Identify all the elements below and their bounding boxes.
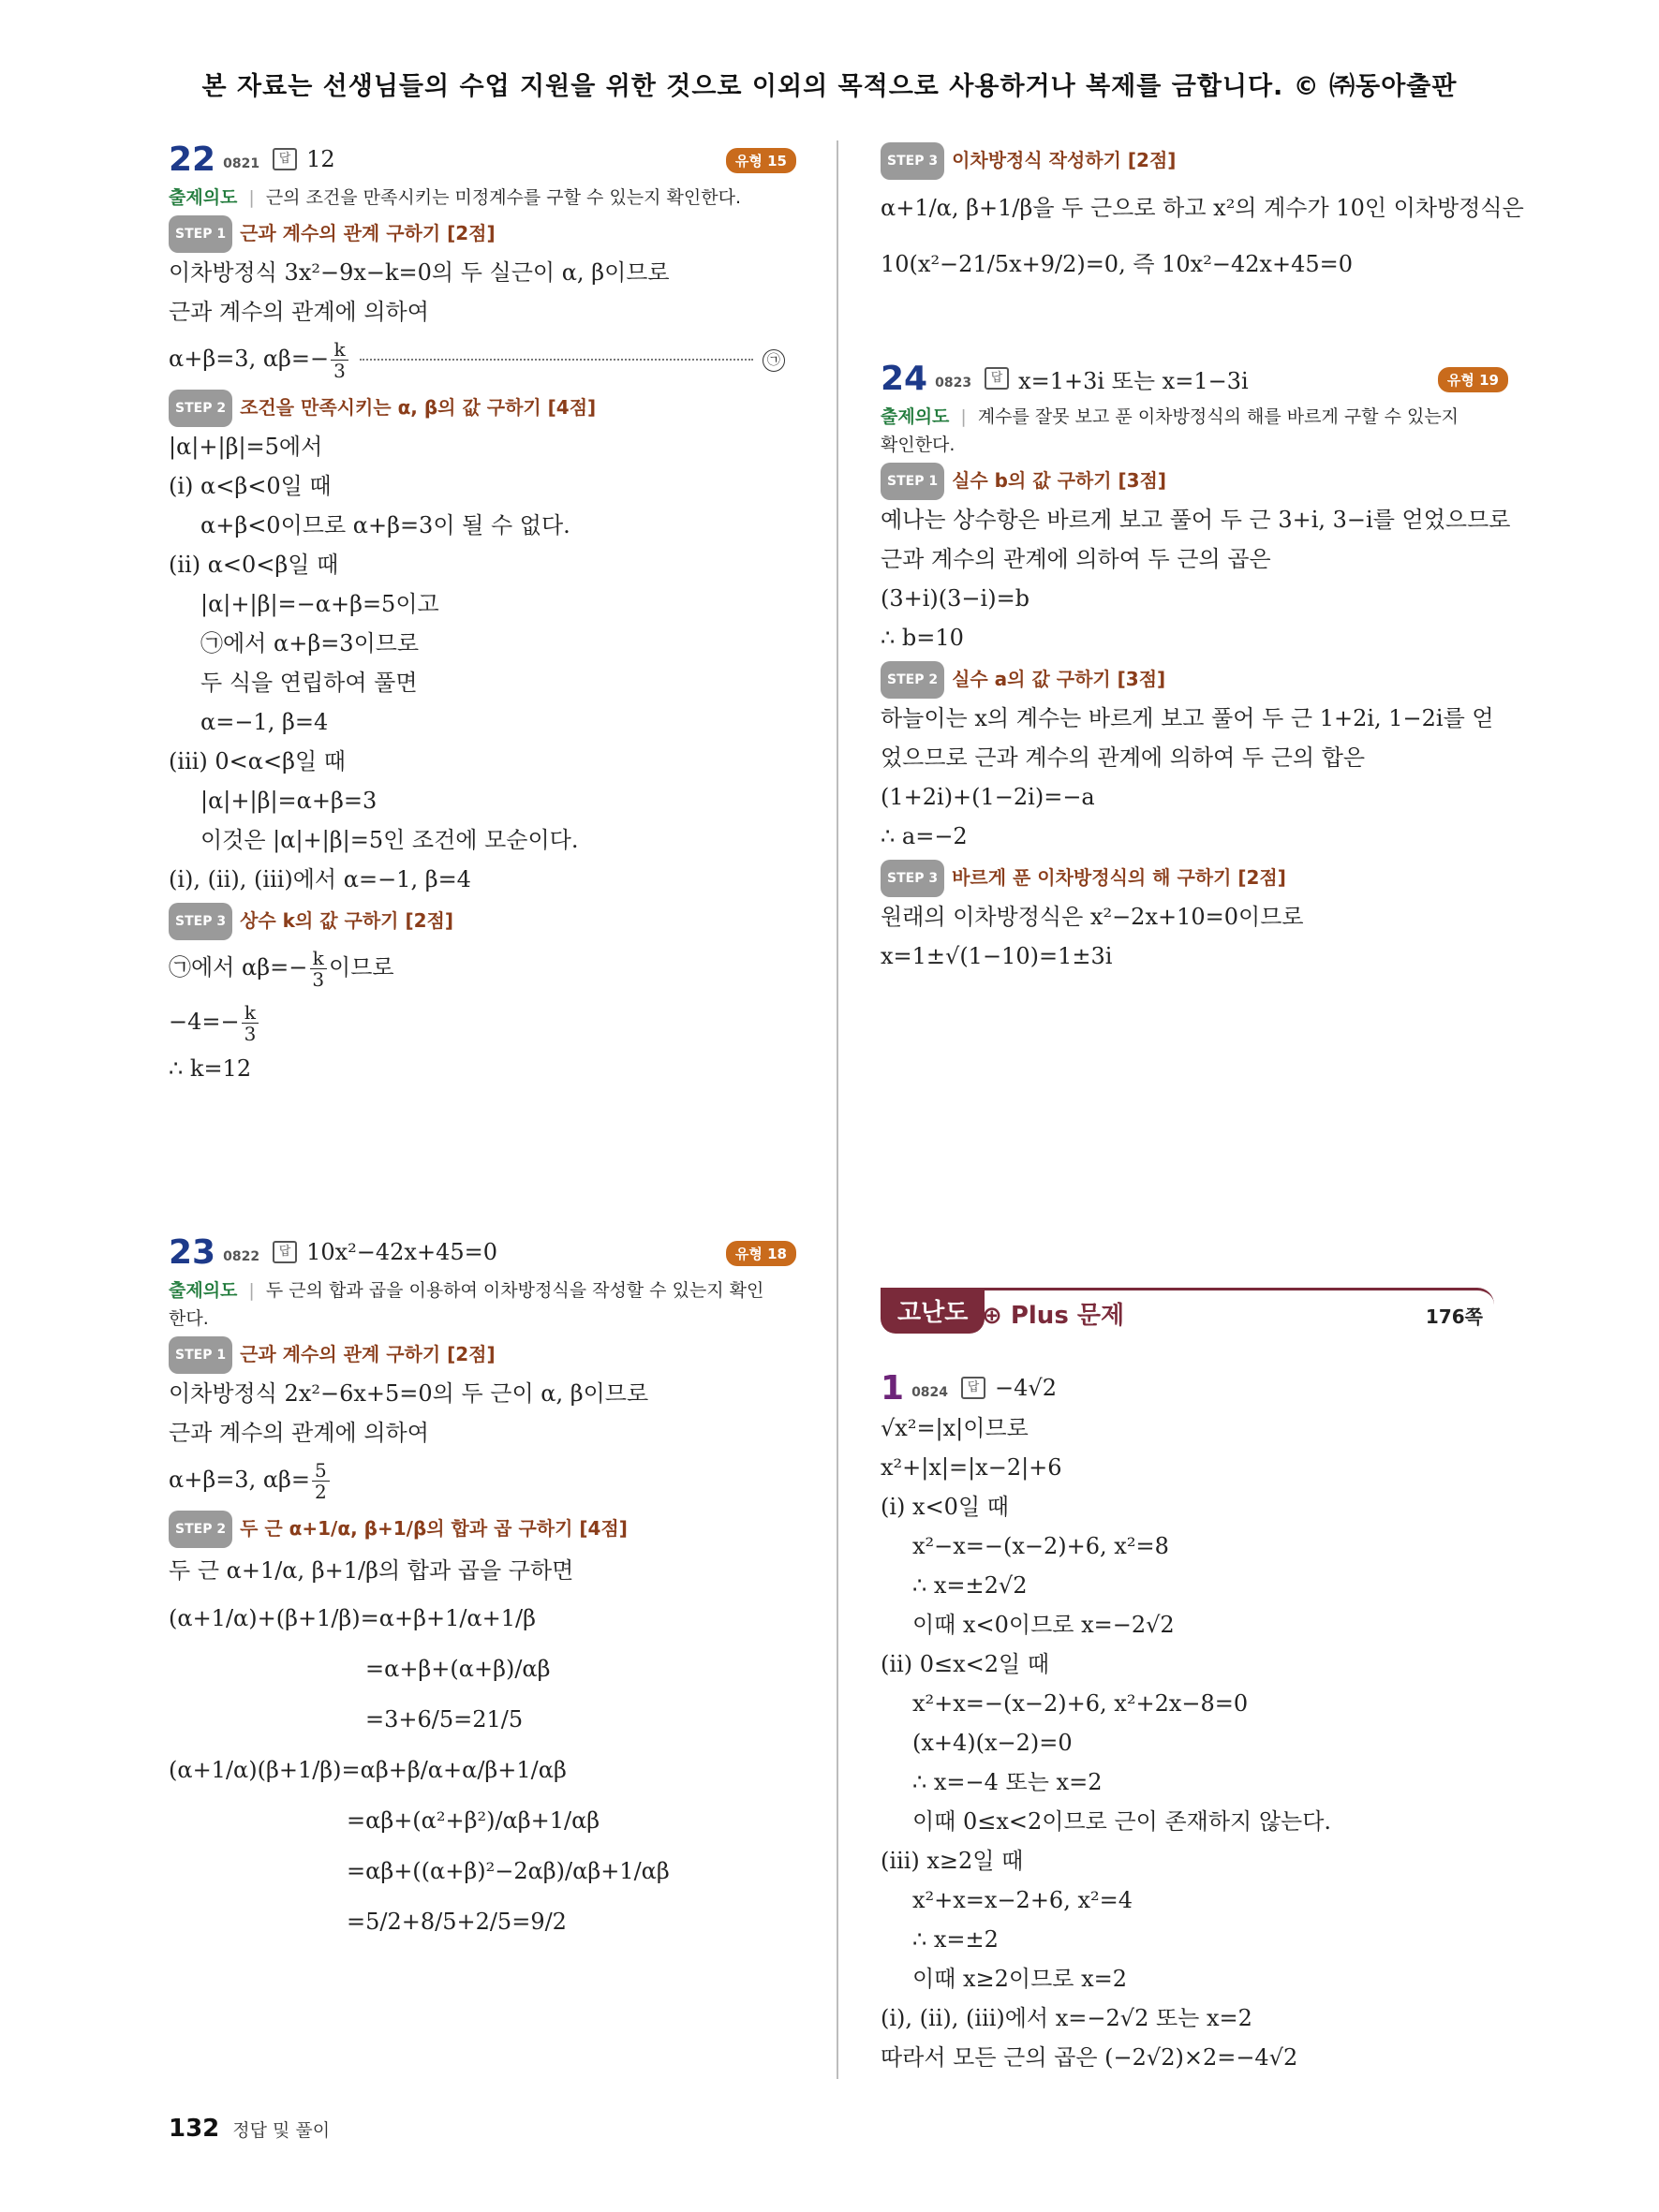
numerator: 5 — [312, 1460, 330, 1482]
step-heading — [881, 860, 1508, 897]
plus-problem-banner — [881, 1288, 1494, 1337]
text-line: 두 식을 연립하여 풀면 — [200, 670, 418, 696]
text-line: (1+2i)+(1−2i)=−a — [881, 784, 1095, 810]
step-title: 조건을 만족시키는 α, β의 값 구하기 [4점] — [240, 396, 597, 419]
leader-dots — [360, 359, 753, 361]
banner-title: ⊕ Plus 문제 — [982, 1302, 1125, 1330]
intent-label: 출제의도 — [169, 1280, 238, 1301]
equation-line — [169, 1453, 796, 1507]
text-line: (ⅰ), (ⅱ), (ⅲ)에서 α=−1, β=4 — [169, 866, 471, 892]
text-line: (ⅱ) α<0<β일 때 — [169, 552, 339, 578]
denominator: 3 — [333, 360, 346, 382]
question-number: 23 — [169, 1232, 216, 1272]
text-line: (x+4)(x−2)=0 — [912, 1730, 1073, 1756]
text-line: (ⅰ), (ⅱ), (ⅲ)에서 x=−2√2 또는 x=2 — [881, 2005, 1252, 2031]
text-line: (ⅰ) α<β<0일 때 — [169, 473, 332, 499]
step-pill: STEP 3 — [881, 142, 944, 180]
denominator: 3 — [244, 1023, 257, 1045]
circled-marker: ㉠ — [763, 349, 785, 372]
denominator: 3 — [312, 968, 325, 991]
answer-value: 12 — [306, 146, 335, 172]
text-line: α=−1, β=4 — [200, 709, 329, 735]
question-24 — [881, 358, 1511, 976]
text-line: 근과 계수의 관계에 의하여 — [169, 299, 429, 325]
intent-label: 출제의도 — [881, 406, 950, 427]
eq-text: 이므로 — [329, 954, 394, 981]
equation-line — [169, 332, 796, 386]
text-line: ∴ x=±2√2 — [912, 1572, 1028, 1599]
question-code: 0823 — [935, 376, 972, 391]
step-heading — [169, 1336, 796, 1374]
question-header — [881, 1367, 1508, 1408]
text-line: √x²=|x|이므로 — [881, 1415, 1029, 1441]
text-line: ㉠에서 α+β=3이므로 — [200, 630, 420, 656]
equation-line: (α+1/α)(β+1/β)=αβ+β/α+α/β+1/αβ — [169, 1757, 567, 1783]
plus-problem-1 — [881, 1367, 1508, 2077]
type-badge: 유형 15 — [726, 148, 796, 173]
step-heading — [881, 661, 1508, 699]
text-line: ∴ x=±2 — [912, 1926, 999, 1953]
text-line: x²−x=−(x−2)+6, x²=8 — [912, 1533, 1169, 1559]
step-pill: STEP 3 — [169, 903, 232, 940]
text-line: (3+i)(3−i)=b — [881, 585, 1030, 612]
text-line: 근과 계수의 관계에 의하여 두 근의 곱은 — [881, 546, 1271, 572]
text-line: 이차방정식 2x²−6x+5=0의 두 근이 α, β이므로 — [169, 1380, 649, 1407]
text-line: |α|+|β|=α+β=3 — [200, 788, 378, 814]
numerator: k — [310, 948, 327, 969]
text-line: 이것은 |α|+|β|=5인 조건에 모순이다. — [200, 827, 579, 853]
text-line: 었으므로 근과 계수의 관계에 의하여 두 근의 합은 — [881, 745, 1366, 771]
numerator: k — [242, 1002, 259, 1024]
text-line: 이차방정식 3x²−9x−k=0의 두 실근이 α, β이므로 — [169, 259, 670, 286]
step-title: 두 근 α+1/α, β+1/β의 합과 곱 구하기 [4점] — [240, 1517, 628, 1540]
answer-icon: 답 — [273, 148, 297, 170]
step-pill: STEP 1 — [169, 215, 232, 253]
step-pill: STEP 1 — [881, 463, 944, 500]
step-title: 실수 b의 값 구하기 [3점] — [952, 469, 1167, 492]
type-badge: 유형 19 — [1438, 367, 1508, 392]
step-heading — [169, 1511, 796, 1548]
intent-continued: 한다. — [169, 1308, 209, 1329]
question-code: 0824 — [911, 1385, 949, 1400]
question-code: 0821 — [223, 156, 260, 171]
intent-text: 근의 조건을 만족시키는 미정계수를 구할 수 있는지 확인한다. — [265, 187, 741, 208]
banner-page-ref: 176쪽 — [1425, 1305, 1483, 1328]
intent: 출제의도 | 두 근의 합과 곱을 이용하여 이차방정식을 작성할 수 있는지 확인 — [169, 1280, 764, 1301]
fraction — [242, 1002, 259, 1044]
denominator: 2 — [315, 1481, 327, 1503]
equation-line: α+1/α, β+1/β을 두 근으로 하고 x²의 계수가 10인 이차방정식은 — [881, 195, 1524, 221]
step-pill: STEP 1 — [169, 1336, 232, 1374]
step-title: 바르게 푼 이차방정식의 해 구하기 [2점] — [952, 866, 1286, 889]
intent: 출제의도 | 근의 조건을 만족시키는 미정계수를 구할 수 있는지 확인한다. — [169, 187, 741, 208]
fraction — [309, 948, 327, 990]
equation-line: 10(x²−21/5x+9/2)=0, 즉 10x²−42x+45=0 — [881, 251, 1354, 277]
eq-text: −4=− — [169, 1009, 240, 1035]
answer-icon: 답 — [985, 367, 1009, 390]
step-heading — [881, 142, 1508, 180]
step-heading — [169, 215, 796, 253]
intent-text: 두 근의 합과 곱을 이용하여 이차방정식을 작성할 수 있는지 확인 — [265, 1280, 764, 1301]
step-title: 근과 계수의 관계 구하기 [2점] — [240, 1343, 496, 1365]
question-header — [881, 358, 1508, 399]
intent: 출제의도 | 계수를 잘못 보고 푼 이차방정식의 해를 바르게 구할 수 있는지 — [881, 406, 1459, 427]
right-column-plus — [881, 1367, 1508, 2077]
step-title: 근과 계수의 관계 구하기 [2점] — [240, 222, 496, 244]
type-badge: 유형 18 — [726, 1241, 796, 1266]
text-line: 이때 0≤x<2이므로 근이 존재하지 않는다. — [912, 1808, 1332, 1835]
text-line: 원래의 이차방정식은 x²−2x+10=0이므로 — [881, 904, 1304, 930]
text-line: x²+x=−(x−2)+6, x²+2x−8=0 — [912, 1690, 1249, 1717]
equation-line: =α+β+(α+β)/αβ — [365, 1656, 551, 1682]
text-line: |α|+|β|=5에서 — [169, 434, 323, 460]
text-line: ∴ x=−4 또는 x=2 — [912, 1769, 1103, 1795]
page-footer — [169, 2115, 330, 2143]
text-line: α+β<0이므로 α+β=3이 될 수 없다. — [200, 512, 570, 538]
question-23-step3 — [881, 142, 1524, 292]
text-line: 이때 x≥2이므로 x=2 — [912, 1966, 1128, 1992]
text-line: ∴ a=−2 — [881, 823, 968, 849]
answer-value: −4√2 — [995, 1375, 1057, 1401]
text-line: 근과 계수의 관계에 의하여 — [169, 1420, 429, 1446]
question-23 — [169, 1231, 796, 1947]
right-column-q24 — [881, 358, 1511, 976]
fraction — [312, 1460, 330, 1502]
question-number: 1 — [881, 1368, 905, 1408]
text-line: (ⅱ) 0≤x<2일 때 — [881, 1651, 1049, 1677]
question-header — [169, 1231, 796, 1273]
eq-text: ㉠에서 αβ=− — [169, 954, 308, 981]
text-line: x²+x=x−2+6, x²=4 — [912, 1887, 1133, 1913]
left-column — [169, 139, 796, 1088]
intent-continued: 확인한다. — [881, 435, 955, 455]
step-title: 실수 a의 값 구하기 [3점] — [952, 668, 1166, 690]
equation-line: =αβ+((α+β)²−2αβ)/αβ+1/αβ — [347, 1858, 670, 1884]
equation-line — [169, 940, 796, 995]
footer-title: 정답 및 풀이 — [232, 2120, 331, 2141]
question-header — [169, 139, 796, 180]
text-line: (ⅰ) x<0일 때 — [881, 1494, 1009, 1520]
question-number: 24 — [881, 359, 928, 398]
step-title: 상수 k의 값 구하기 [2점] — [240, 909, 453, 932]
column-divider — [837, 140, 838, 2079]
equation-line: (α+1/α)+(β+1/β)=α+β+1/α+1/β — [169, 1605, 536, 1631]
step-pill: STEP 2 — [169, 390, 232, 427]
fraction — [331, 339, 348, 381]
answer-value: 10x²−42x+45=0 — [306, 1239, 497, 1265]
text-line: 이때 x<0이므로 x=−2√2 — [912, 1612, 1175, 1638]
text-line: 두 근 α+1/α, β+1/β의 합과 곱을 구하면 — [169, 1557, 574, 1584]
equation-line: =5/2+8/5+2/5=9/2 — [347, 1909, 567, 1935]
step-heading — [169, 903, 796, 940]
question-code: 0822 — [223, 1249, 260, 1264]
eq-text: α+β=3, αβ= — [169, 1467, 311, 1493]
question-22 — [169, 139, 796, 1088]
text-line: 예나는 상수항은 바르게 보고 풀어 두 근 3+i, 3−i를 얻었으므로 — [881, 507, 1511, 533]
text-line: (ⅲ) 0<α<β일 때 — [169, 748, 346, 774]
text-line: 하늘이는 x의 계수는 바르게 보고 풀어 두 근 1+2i, 1−2i를 얻 — [881, 705, 1494, 731]
equation-line: =3+6/5=21/5 — [365, 1706, 524, 1733]
text-line: x=1±√(1−10)=1±3i — [881, 943, 1113, 969]
answer-icon: 답 — [273, 1241, 297, 1263]
step-pill: STEP 2 — [881, 661, 944, 699]
question-number: 22 — [169, 140, 216, 179]
step-heading — [169, 390, 796, 427]
page-number: 132 — [169, 2115, 220, 2143]
intent-label: 출제의도 — [169, 187, 238, 208]
equation-line: =αβ+(α²+β²)/αβ+1/αβ — [347, 1807, 600, 1834]
eq-text: α+β=3, αβ=− — [169, 346, 330, 372]
banner-tag: 고난도 — [881, 1288, 985, 1334]
text-line: ∴ b=10 — [881, 625, 964, 651]
equation-line — [169, 995, 796, 1049]
step-heading — [881, 463, 1508, 500]
right-column — [881, 139, 1524, 292]
text-line: (ⅲ) x≥2일 때 — [881, 1848, 1024, 1874]
answer-icon: 답 — [961, 1377, 985, 1399]
text-line: |α|+|β|=−α+β=5이고 — [200, 591, 439, 617]
step-pill: STEP 2 — [169, 1511, 232, 1548]
answer-value: x=1+3i 또는 x=1−3i — [1018, 367, 1249, 394]
text-line: x²+|x|=|x−2|+6 — [881, 1454, 1062, 1481]
left-column-lower — [169, 1231, 796, 1947]
text-line: 따라서 모든 근의 곱은 (−2√2)×2=−4√2 — [881, 2044, 1298, 2071]
numerator: k — [331, 339, 348, 361]
step-title: 이차방정식 작성하기 [2점] — [952, 149, 1177, 171]
text-line: ∴ k=12 — [169, 1055, 252, 1082]
step-pill: STEP 3 — [881, 860, 944, 897]
copyright-notice: 본 자료는 선생님들의 수업 지원을 위한 것으로 이외의 목적으로 사용하거나 복제를 금합니다. © ㈜동아출판 — [201, 72, 1458, 101]
intent-text: 계수를 잘못 보고 푼 이차방정식의 해를 바르게 구할 수 있는지 — [977, 406, 1459, 427]
